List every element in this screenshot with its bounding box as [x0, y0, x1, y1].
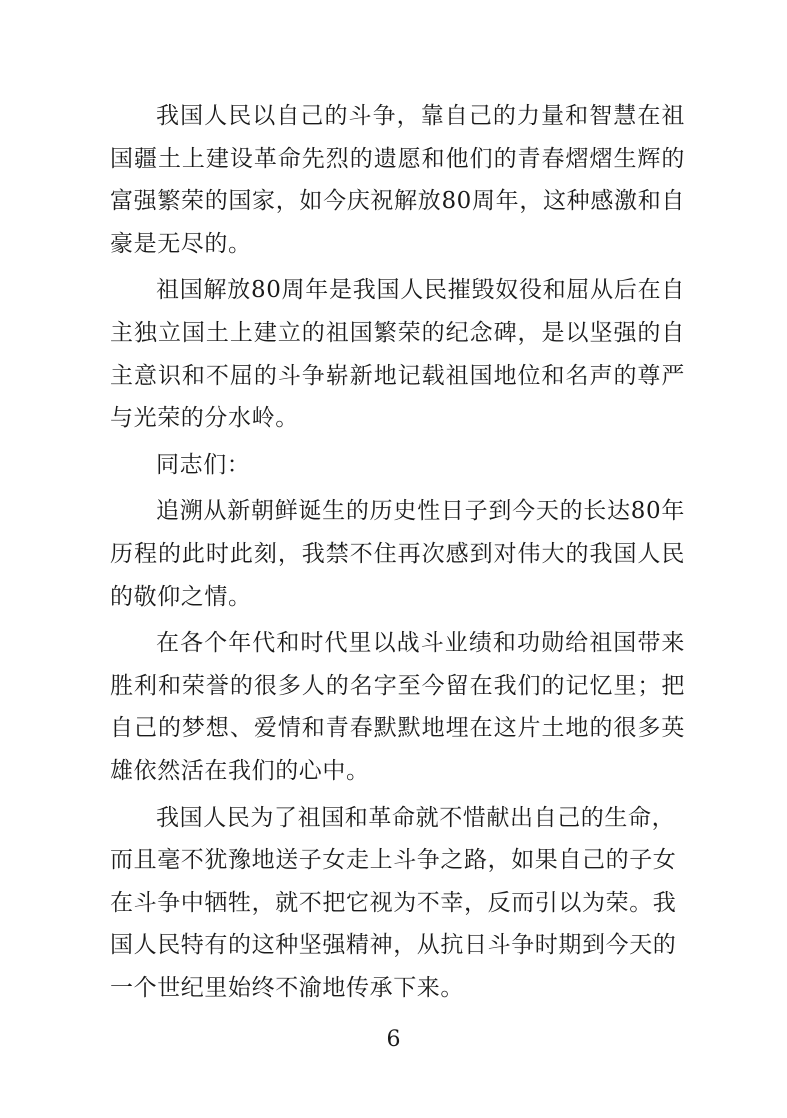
page-number: 6	[386, 1027, 401, 1052]
paragraph: 追溯从新朝鲜诞生的历史性日子到今天的长达80年历程的此时此刻，我禁不住再次感到对伟大的我国人民的敬仰之情。	[110, 498, 685, 610]
paragraph: 祖国解放80周年是我国人民摧毁奴役和屈从后在自主独立国土上建立的祖国繁荣的纪念碑，是以坚强的自主意识和不屈的斗争崭新地记载祖国地位和名声的尊严与光荣的分水岭。	[110, 277, 685, 432]
document-body	[110, 95, 685, 1013]
paragraph: 我国人民为了祖国和革命就不惜献出自己的生命，而且毫不犹豫地送子女走上斗争之路，如果自己的子女在斗争中牺牲，就不把它视为不幸，反而引以为荣。我国人民特有的这种坚强精神，从抗日斗争时期到今天的一个世纪里始终不渝地传承下来。	[110, 804, 677, 1001]
paragraph: 在各个年代和时代里以战斗业绩和功勋给祖国带来胜利和荣誉的很多人的名字至今留在我们的记忆里；把自己的梦想、爱情和青春默默地埋在这片土地的很多英雄依然活在我们的心中。	[110, 630, 685, 784]
salutation: 同志们：	[156, 451, 251, 478]
paragraph: 我国人民以自己的斗争，靠自己的力量和智慧在祖国疆土上建设革命先烈的遗愿和他们的青春熠熠生辉的富强繁荣的国家，如今庆祝解放80周年，这种感激和自豪是无尽的。	[110, 103, 685, 257]
